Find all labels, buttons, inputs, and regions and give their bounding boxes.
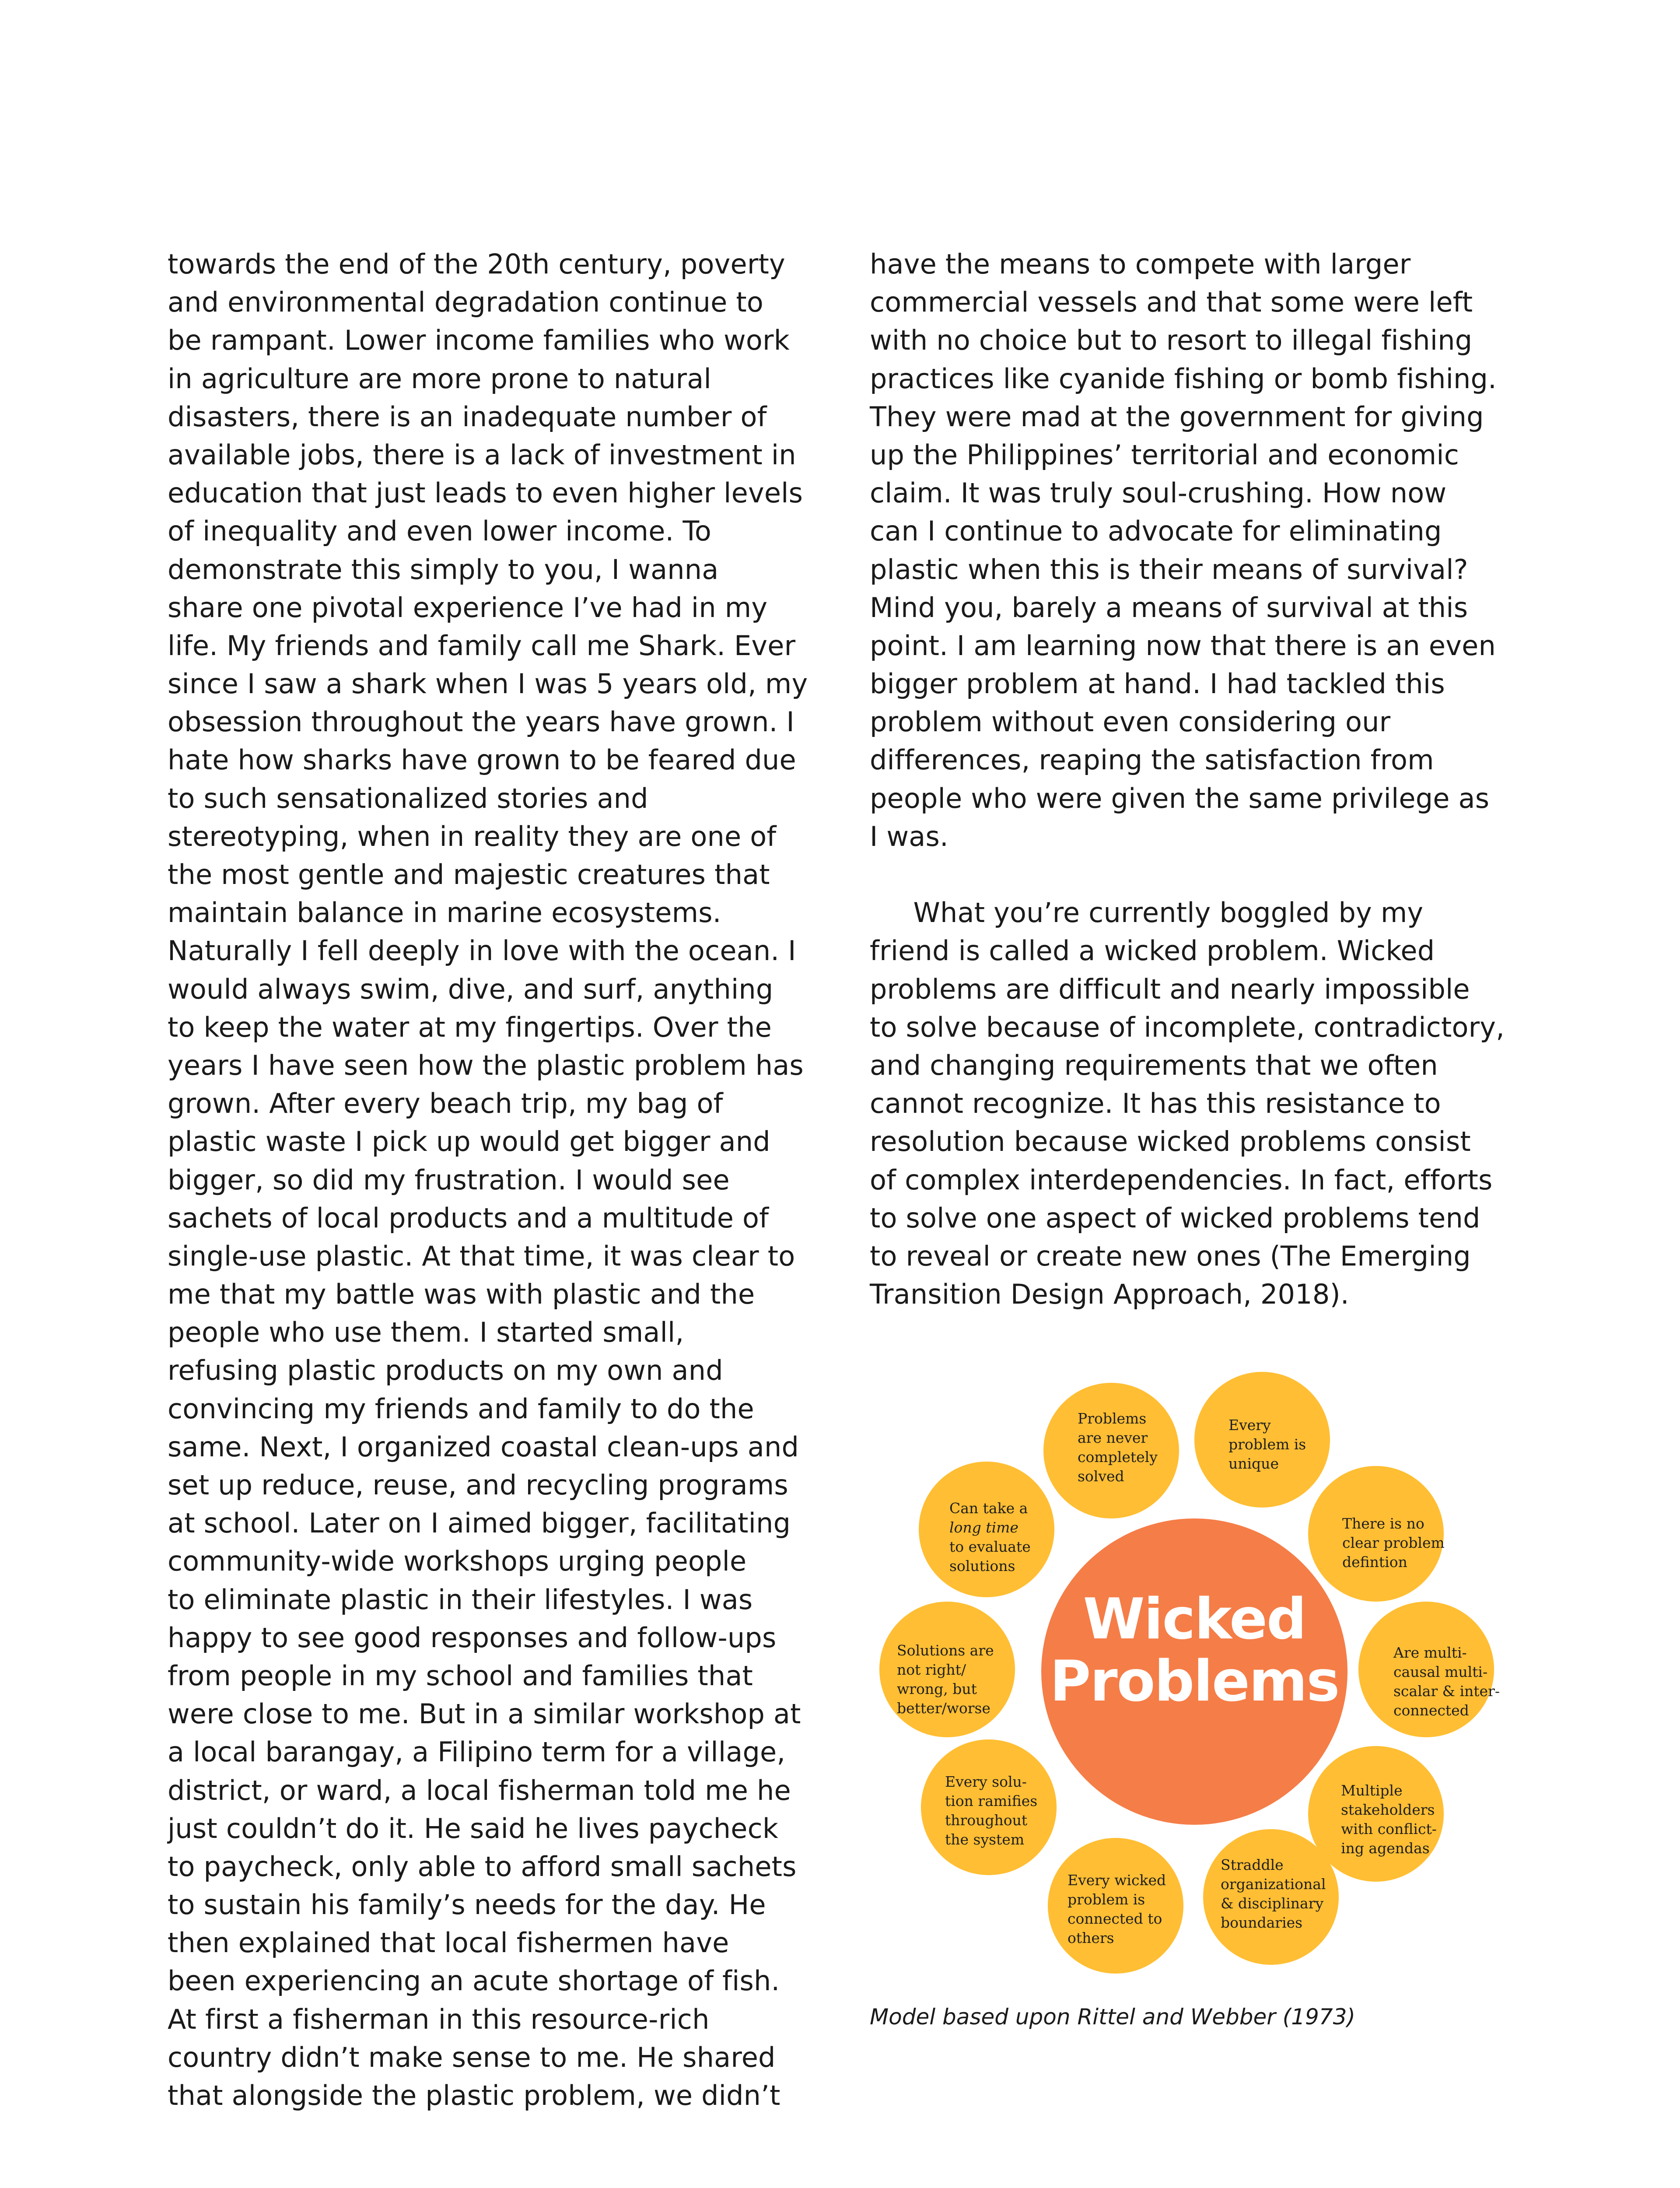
characteristic-label-line: unique: [1228, 1455, 1279, 1472]
characteristic-label-line: There is no: [1342, 1515, 1424, 1532]
text-line: education that just leads to even higher levels: [168, 477, 803, 509]
figure-caption: Model based upon Rittel and Webber (1973): [870, 2004, 1355, 2030]
text-line: district, or ward, a local fisherman told me he: [168, 1774, 791, 1806]
text-line: to reveal or create new ones (The Emerging: [870, 1240, 1471, 1272]
characteristic-label-line: Straddle: [1221, 1856, 1284, 1873]
characteristic-label-line: are never: [1078, 1429, 1148, 1446]
characteristic-label-line: Can take a: [949, 1500, 1028, 1517]
characteristic-label-line: ing agendas: [1341, 1840, 1430, 1857]
characteristic-label-line: tion ramifies: [945, 1792, 1038, 1809]
text-line: to paycheck, only able to afford small sachets: [168, 1850, 797, 1883]
text-line: people who use them. I started small,: [168, 1316, 684, 1349]
text-line: At first a fisherman in this resource-rich: [168, 2003, 710, 2035]
text-line: problem without even considering our: [870, 706, 1391, 738]
center-title-line2: Problems: [1050, 1649, 1339, 1714]
text-line: to keep the water at my fingertips. Over the: [168, 1011, 772, 1043]
text-line: sachets of local products and a multitude of: [168, 1202, 769, 1234]
text-line: maintain balance in marine ecosystems.: [168, 897, 721, 929]
text-line: share one pivotal experience I’ve had in my: [168, 591, 768, 624]
characteristic-label-line: better/worse: [897, 1700, 990, 1717]
wicked-problem-characteristic: [1194, 1372, 1330, 1508]
wicked-problem-characteristic: [1358, 1602, 1500, 1737]
text-line: available jobs, there is a lack of investment in: [168, 438, 796, 471]
text-line: since I saw a shark when I was 5 years old, my: [168, 668, 808, 700]
text-line: to solve one aspect of wicked problems tend: [870, 1202, 1480, 1234]
text-line: to sustain his family’s needs for the day. He: [168, 1889, 766, 1921]
characteristic-label-line: clear problem: [1342, 1534, 1445, 1551]
text-line: me that my battle was with plastic and the: [168, 1278, 755, 1311]
text-line: convincing my friends and family to do the: [168, 1392, 754, 1425]
text-line: been experiencing an acute shortage of fish.: [168, 1965, 780, 1997]
text-line: would always swim, dive, and surf, anything: [168, 973, 774, 1005]
text-line: point. I am learning now that there is an even: [870, 629, 1496, 662]
wicked-problem-characteristic: [1043, 1383, 1179, 1518]
right-text-column: [870, 245, 1535, 1313]
text-line: in agriculture are more prone to natural: [168, 362, 711, 395]
characteristic-label-line: Are multi-: [1393, 1644, 1467, 1661]
characteristic-label-line: solutions: [949, 1557, 1015, 1574]
characteristic-label-line: the system: [945, 1831, 1025, 1848]
characteristic-label: [1228, 1416, 1306, 1473]
characteristic-label: [1342, 1514, 1445, 1572]
characteristic-label-line: problem is: [1228, 1436, 1306, 1453]
characteristic-label-line: Every wicked: [1068, 1872, 1166, 1889]
characteristic-label-line: completely: [1078, 1448, 1158, 1466]
text-line: What you’re currently boggled by my: [870, 897, 1424, 929]
text-line: at school. Later on I aimed bigger, facilitating: [168, 1507, 791, 1539]
characteristic-label: [945, 1772, 1037, 1849]
text-line: just couldn’t do it. He said he lives paycheck: [168, 1812, 778, 1844]
characteristic-label-line: causal multi-: [1393, 1663, 1488, 1680]
text-line: cannot recognize. It has this resistance to: [870, 1087, 1441, 1120]
text-line: and environmental degradation continue to: [168, 286, 764, 319]
text-line: practices like cyanide fishing or bomb fishing.: [870, 362, 1497, 395]
text-line: life. My friends and family call me Shark. Ever: [168, 629, 796, 662]
text-line: country didn’t make sense to me. He shared: [168, 2041, 776, 2073]
left-text-column: [168, 245, 833, 2114]
text-line: can I continue to advocate for eliminating: [870, 515, 1442, 547]
characteristic-label: [1221, 1855, 1326, 1932]
text-line: hate how sharks have grown to be feared due: [168, 744, 796, 776]
characteristic-label-line: throughout: [945, 1812, 1028, 1829]
characteristic-label: [1341, 1781, 1437, 1858]
text-line: and changing requirements that we often: [870, 1049, 1438, 1081]
characteristic-label: [1393, 1643, 1500, 1720]
text-line: community-wide workshops urging people: [168, 1545, 747, 1578]
characteristic-label-line: Every: [1228, 1417, 1271, 1434]
characteristic-label: [897, 1641, 994, 1718]
text-line: commercial vessels and that some were left: [870, 286, 1473, 319]
text-line: grown. After every beach trip, my bag of: [168, 1087, 723, 1120]
text-line: towards the end of the 20th century, poverty: [168, 248, 785, 280]
text-line: that alongside the plastic problem, we didn’t: [168, 2079, 780, 2111]
wicked-problem-characteristic: [921, 1739, 1057, 1875]
text-line: from people in my school and families that: [168, 1659, 753, 1692]
text-line: to such sensationalized stories and: [168, 782, 648, 814]
characteristic-label-line: Multiple: [1341, 1782, 1403, 1799]
text-line: disasters, there is an inadequate number of: [168, 400, 767, 433]
text-line: of inequality and even lower income. To: [168, 515, 712, 547]
characteristic-label-line: with conflict-: [1341, 1820, 1437, 1837]
text-line: They were mad at the government for giving: [870, 400, 1484, 433]
characteristic-label-line: connected: [1393, 1702, 1469, 1719]
text-line: bigger problem at hand. I had tackled this: [870, 668, 1445, 700]
wicked-problem-characteristic: [1203, 1829, 1339, 1965]
characteristic-label-line: to evaluate: [949, 1538, 1031, 1555]
text-line: I was.: [870, 820, 948, 852]
text-line: a local barangay, a Filipino term for a village,: [168, 1736, 786, 1768]
center-circle: [1041, 1518, 1348, 1825]
text-line: claim. It was truly soul-crushing. How now: [870, 477, 1447, 509]
text-line: Naturally I fell deeply in love with the ocean. I: [168, 935, 796, 967]
text-line: stereotyping, when in reality they are one of: [168, 820, 777, 852]
text-line: up the Philippines’ territorial and economic: [870, 438, 1459, 471]
wicked-problem-characteristic: [879, 1602, 1015, 1737]
text-line: years I have seen how the plastic problem has: [168, 1049, 804, 1081]
text-line: plastic waste I pick up would get bigger and: [168, 1126, 770, 1158]
text-line: have the means to compete with larger: [870, 248, 1411, 280]
text-line: with no choice but to resort to illegal fishing: [870, 324, 1473, 357]
text-line: problems are difficult and nearly impossible: [870, 973, 1470, 1005]
text-line: plastic when this is their means of survival?: [870, 553, 1468, 586]
wicked-problem-characteristic: [1048, 1838, 1183, 1974]
text-line: of complex interdependencies. In fact, efforts: [870, 1164, 1493, 1196]
text-line: obsession throughout the years have grown. I: [168, 706, 794, 738]
text-line: then explained that local fishermen have: [168, 1927, 729, 1959]
characteristic-label-line: not right/: [897, 1661, 966, 1678]
characteristic-label-line: long time: [949, 1519, 1018, 1536]
characteristic-label-line: others: [1068, 1929, 1114, 1946]
text-line: friend is called a wicked problem. Wicked: [870, 935, 1435, 967]
characteristic-label-line: defintion: [1342, 1553, 1407, 1571]
characteristic-label-line: Solutions are: [897, 1642, 994, 1659]
characteristic-label-line: Every solu-: [945, 1773, 1027, 1790]
text-line: same. Next, I organized coastal clean-ups and: [168, 1431, 799, 1463]
characteristic-label-line: Problems: [1078, 1410, 1147, 1427]
text-line: resolution because wicked problems consist: [870, 1126, 1471, 1158]
text-line: to eliminate plastic in their lifestyles. I was: [168, 1583, 753, 1616]
text-line: demonstrate this simply to you, I wanna: [168, 553, 719, 586]
characteristic-label-line: connected to: [1068, 1910, 1162, 1927]
text-line: set up reduce, reuse, and recycling programs: [168, 1469, 788, 1501]
wicked-problems-diagram: [879, 1372, 1509, 1980]
text-line: the most gentle and majestic creatures that: [168, 859, 770, 891]
characteristic-label-line: organizational: [1221, 1876, 1326, 1893]
characteristic-label-line: & disciplinary: [1221, 1895, 1324, 1912]
characteristic-label-line: boundaries: [1221, 1914, 1303, 1931]
text-line: Mind you, barely a means of survival at this: [870, 591, 1468, 624]
characteristic-label-line: wrong, but: [897, 1680, 977, 1697]
characteristic-label-line: scalar & inter-: [1393, 1683, 1500, 1700]
text-line: be rampant. Lower income families who work: [168, 324, 790, 357]
text-line: Transition Design Approach, 2018).: [870, 1278, 1349, 1311]
text-line: differences, reaping the satisfaction from: [870, 744, 1434, 776]
text-line: people who were given the same privilege as: [870, 782, 1490, 814]
text-line: to solve because of incomplete, contradictory,: [870, 1011, 1505, 1043]
characteristic-label-line: stakeholders: [1341, 1801, 1435, 1818]
text-line: refusing plastic products on my own and: [168, 1354, 723, 1387]
text-line: bigger, so did my frustration. I would see: [168, 1164, 730, 1196]
text-line: single-use plastic. At that time, it was clear to: [168, 1240, 795, 1272]
wicked-problem-characteristic: [1308, 1466, 1444, 1602]
text-line: were close to me. But in a similar workshop at: [168, 1698, 801, 1730]
characteristic-label: [1068, 1871, 1166, 1948]
paragraph-gap: [870, 856, 1535, 894]
characteristic-label: [1078, 1409, 1158, 1486]
wicked-problem-characteristic: [919, 1462, 1054, 1597]
characteristic-label-line: problem is: [1068, 1891, 1145, 1908]
text-line: happy to see good responses and follow-ups: [168, 1621, 777, 1654]
center-title-line1: Wicked: [1083, 1587, 1306, 1652]
characteristic-label: [949, 1499, 1031, 1576]
characteristic-label-line: solved: [1078, 1468, 1124, 1485]
